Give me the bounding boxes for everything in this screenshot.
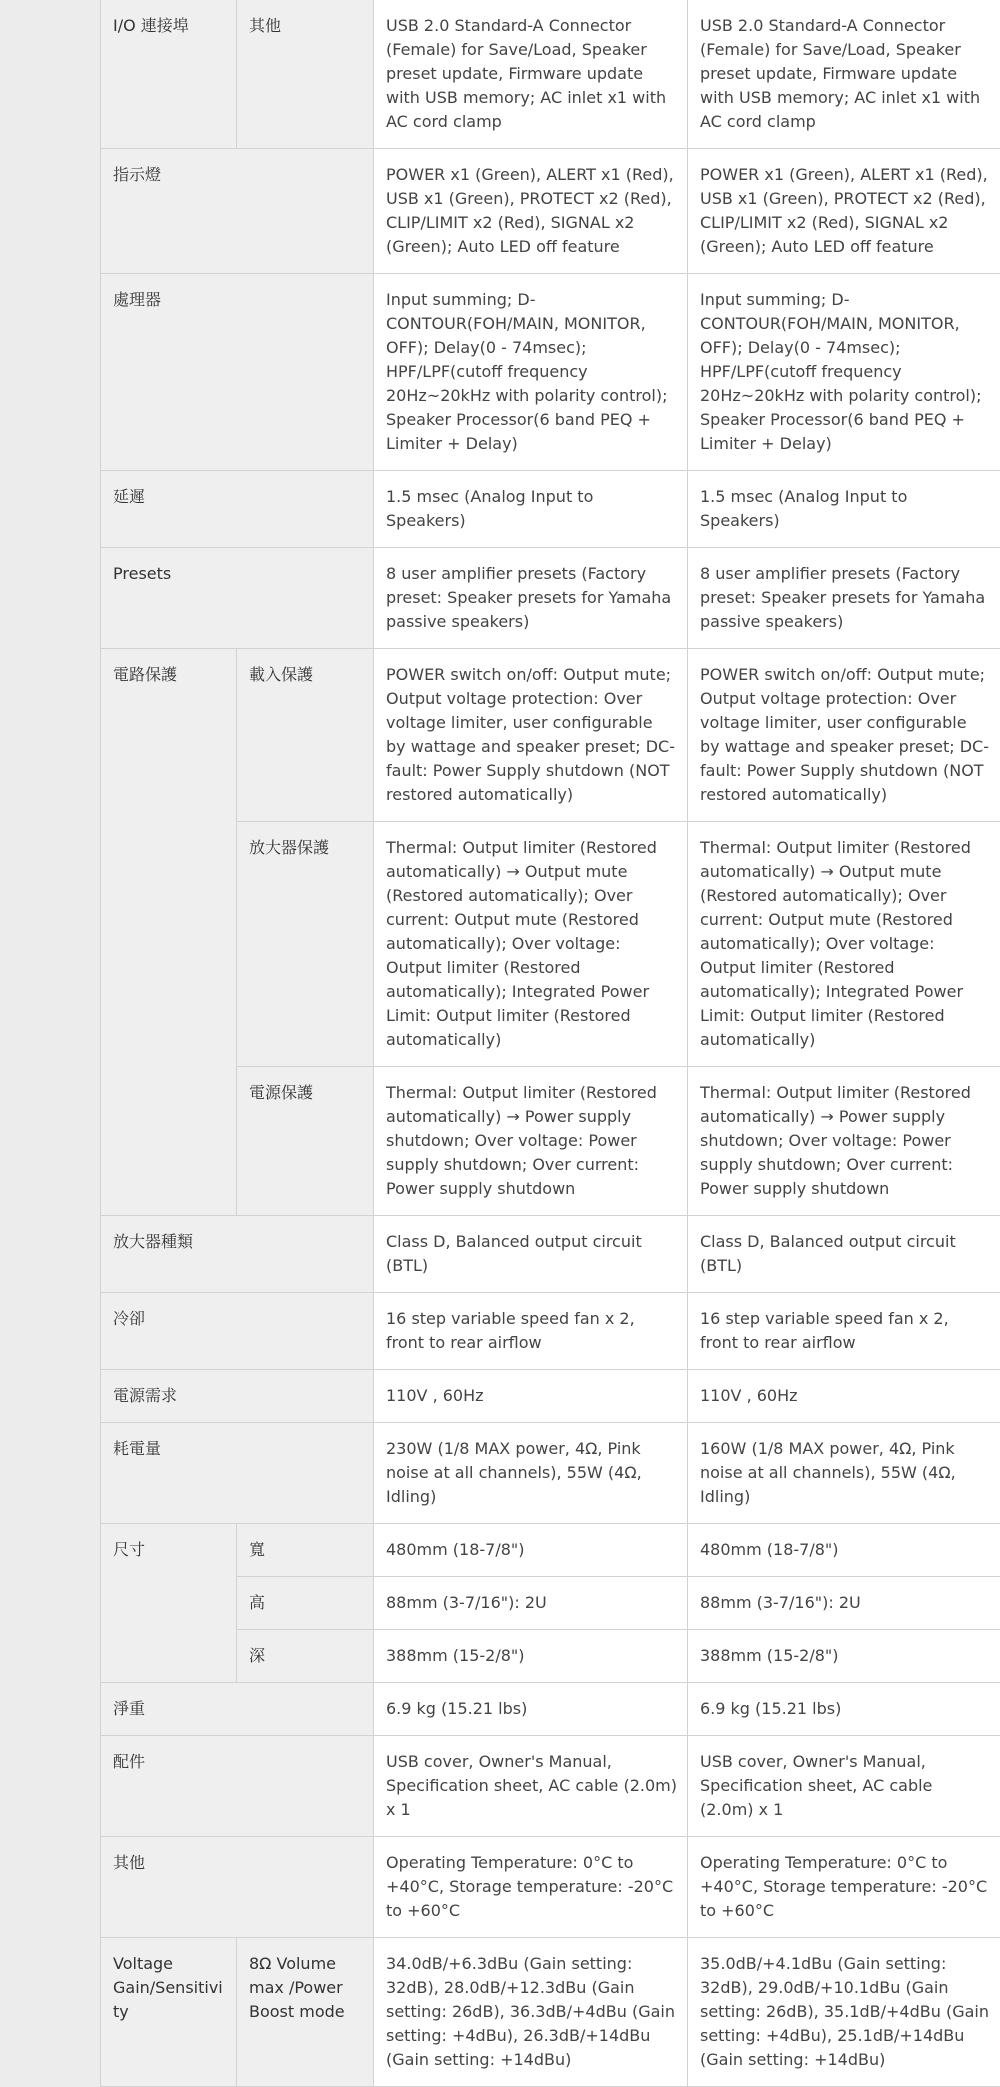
spec-value-model-1: 110V , 60Hz — [374, 1370, 688, 1423]
spec-value-model-1: 480mm (18-7/8") — [374, 1524, 688, 1577]
spec-value-model-1: Class D, Balanced output circuit (BTL) — [374, 1216, 688, 1293]
spec-value-model-1: 16 step variable speed fan x 2, front to rear airflow — [374, 1293, 688, 1370]
spec-value-model-1: 6.9 kg (15.21 lbs) — [374, 1683, 688, 1736]
spec-value-model-2: Thermal: Output limiter (Restored automatically) → Power supply shutdown; Over voltage: Power supply shutdown; Over current: Power supply shutdown — [688, 1067, 1000, 1216]
row-sublabel: 高 — [237, 1577, 374, 1630]
row-sublabel: 載入保護 — [237, 649, 374, 822]
table-row — [101, 1837, 1000, 1938]
row-sublabel: 放大器保護 — [237, 822, 374, 1067]
row-label: 其他 — [101, 1837, 374, 1938]
table-row — [101, 0, 1000, 149]
spec-value-model-2: Operating Temperature: 0°C to +40°C, Storage temperature: -20°C to +60°C — [688, 1837, 1000, 1938]
spec-table-container — [100, 0, 1000, 2087]
row-label: I/O 連接埠 — [101, 0, 237, 149]
row-label: 放大器種類 — [101, 1216, 374, 1293]
row-label: 延遲 — [101, 471, 374, 548]
table-row — [101, 1736, 1000, 1837]
row-sublabel: 其他 — [237, 0, 374, 149]
spec-value-model-2: POWER switch on/off: Output mute; Output voltage protection: Over voltage limiter, user configurable by wattage and speaker preset; DC-fault: Power Supply shutdown (NOT restored automatically) — [688, 649, 1000, 822]
spec-value-model-1: 230W (1/8 MAX power, 4Ω, Pink noise at all channels), 55W (4Ω, Idling) — [374, 1423, 688, 1524]
spec-value-model-1: POWER x1 (Green), ALERT x1 (Red), USB x1 (Green), PROTECT x2 (Red), CLIP/LIMIT x2 (Red), SIGNAL x2 (Green); Auto LED off feature — [374, 149, 688, 274]
spec-value-model-2: USB cover, Owner's Manual, Specification sheet, AC cable (2.0m) x 1 — [688, 1736, 1000, 1837]
spec-value-model-1: Operating Temperature: 0°C to +40°C, Storage temperature: -20°C to +60°C — [374, 1837, 688, 1938]
table-row — [101, 149, 1000, 274]
row-sublabel: 寬 — [237, 1524, 374, 1577]
table-row — [101, 1683, 1000, 1736]
table-row — [101, 1216, 1000, 1293]
spec-value-model-1: 88mm (3-7/16"): 2U — [374, 1577, 688, 1630]
table-row — [101, 1524, 1000, 1577]
spec-value-model-1: USB cover, Owner's Manual, Specification sheet, AC cable (2.0m) x 1 — [374, 1736, 688, 1837]
spec-value-model-2: 8 user amplifier presets (Factory preset: Speaker presets for Yamaha passive speakers) — [688, 548, 1000, 649]
spec-value-model-2: 35.0dB/+4.1dBu (Gain setting: 32dB), 29.0dB/+10.1dBu (Gain setting: 26dB), 35.1dB/+4dBu (Gain setting: +4dBu), 25.1dB/+14dBu (Gain setting: +14dBu) — [688, 1938, 1000, 2087]
spec-value-model-1: 34.0dB/+6.3dBu (Gain setting: 32dB), 28.0dB/+12.3dBu (Gain setting: 26dB), 36.3dB/+4dBu (Gain setting: +4dBu), 26.3dB/+14dBu (Gain setting: +14dBu) — [374, 1938, 688, 2087]
spec-value-model-2: 6.9 kg (15.21 lbs) — [688, 1683, 1000, 1736]
spec-value-model-2: 16 step variable speed fan x 2, front to rear airflow — [688, 1293, 1000, 1370]
row-label: 電源需求 — [101, 1370, 374, 1423]
table-row — [101, 471, 1000, 548]
row-label: Voltage Gain/Sensitivity — [101, 1938, 237, 2087]
spec-value-model-2: USB 2.0 Standard-A Connector (Female) for Save/Load, Speaker preset update, Firmware update with USB memory; AC inlet x1 with AC cord clamp — [688, 0, 1000, 149]
spec-value-model-2: 1.5 msec (Analog Input to Speakers) — [688, 471, 1000, 548]
spec-value-model-1: Input summing; D-CONTOUR(FOH/MAIN, MONITOR, OFF); Delay(0 - 74msec); HPF/LPF(cutoff frequency 20Hz~20kHz with polarity control); Speaker Processor(6 band PEQ + Limiter + Delay) — [374, 274, 688, 471]
spec-value-model-1: Thermal: Output limiter (Restored automatically) → Output mute (Restored automatically); Over current: Output mute (Restored automatically); Over voltage: Output limiter (Restored automatically); Integrated Power Limit: Output limiter (Restored automatically) — [374, 822, 688, 1067]
spec-value-model-1: 1.5 msec (Analog Input to Speakers) — [374, 471, 688, 548]
table-row — [101, 274, 1000, 471]
table-row — [101, 649, 1000, 822]
row-label: 配件 — [101, 1736, 374, 1837]
table-row — [101, 1938, 1000, 2087]
spec-value-model-1: 8 user amplifier presets (Factory preset: Speaker presets for Yamaha passive speakers) — [374, 548, 688, 649]
row-label: 冷卻 — [101, 1293, 374, 1370]
spec-value-model-2: Thermal: Output limiter (Restored automatically) → Output mute (Restored automatically); Over current: Output mute (Restored automatically); Over voltage: Output limiter (Restored automatically); Integrated Power Limit: Output limiter (Restored automatically) — [688, 822, 1000, 1067]
row-sublabel: 深 — [237, 1630, 374, 1683]
row-label: Presets — [101, 548, 374, 649]
spec-table — [100, 0, 1000, 2087]
spec-value-model-1: Thermal: Output limiter (Restored automatically) → Power supply shutdown; Over voltage: Power supply shutdown; Over current: Power supply shutdown — [374, 1067, 688, 1216]
spec-value-model-2: 110V , 60Hz — [688, 1370, 1000, 1423]
table-row — [101, 1293, 1000, 1370]
row-label: 淨重 — [101, 1683, 374, 1736]
spec-value-model-2: 160W (1/8 MAX power, 4Ω, Pink noise at all channels), 55W (4Ω, Idling) — [688, 1423, 1000, 1524]
row-sublabel: 8Ω Volume max /Power Boost mode — [237, 1938, 374, 2087]
table-row — [101, 1423, 1000, 1524]
spec-value-model-2: 480mm (18-7/8") — [688, 1524, 1000, 1577]
spec-value-model-1: POWER switch on/off: Output mute; Output voltage protection: Over voltage limiter, user configurable by wattage and speaker preset; DC-fault: Power Supply shutdown (NOT restored automatically) — [374, 649, 688, 822]
row-label: 耗電量 — [101, 1423, 374, 1524]
row-sublabel: 電源保護 — [237, 1067, 374, 1216]
row-label: 指示燈 — [101, 149, 374, 274]
table-row — [101, 1370, 1000, 1423]
row-label: 處理器 — [101, 274, 374, 471]
spec-value-model-2: Input summing; D-CONTOUR(FOH/MAIN, MONITOR, OFF); Delay(0 - 74msec); HPF/LPF(cutoff frequency 20Hz~20kHz with polarity control); Speaker Processor(6 band PEQ + Limiter + Delay) — [688, 274, 1000, 471]
row-label: 尺寸 — [101, 1524, 237, 1683]
spec-value-model-1: 388mm (15-2/8") — [374, 1630, 688, 1683]
spec-value-model-2: POWER x1 (Green), ALERT x1 (Red), USB x1 (Green), PROTECT x2 (Red), CLIP/LIMIT x2 (Red), SIGNAL x2 (Green); Auto LED off feature — [688, 149, 1000, 274]
spec-value-model-2: Class D, Balanced output circuit (BTL) — [688, 1216, 1000, 1293]
table-row — [101, 548, 1000, 649]
row-label: 電路保護 — [101, 649, 237, 1216]
spec-value-model-1: USB 2.0 Standard-A Connector (Female) for Save/Load, Speaker preset update, Firmware update with USB memory; AC inlet x1 with AC cord clamp — [374, 0, 688, 149]
spec-value-model-2: 88mm (3-7/16"): 2U — [688, 1577, 1000, 1630]
spec-value-model-2: 388mm (15-2/8") — [688, 1630, 1000, 1683]
